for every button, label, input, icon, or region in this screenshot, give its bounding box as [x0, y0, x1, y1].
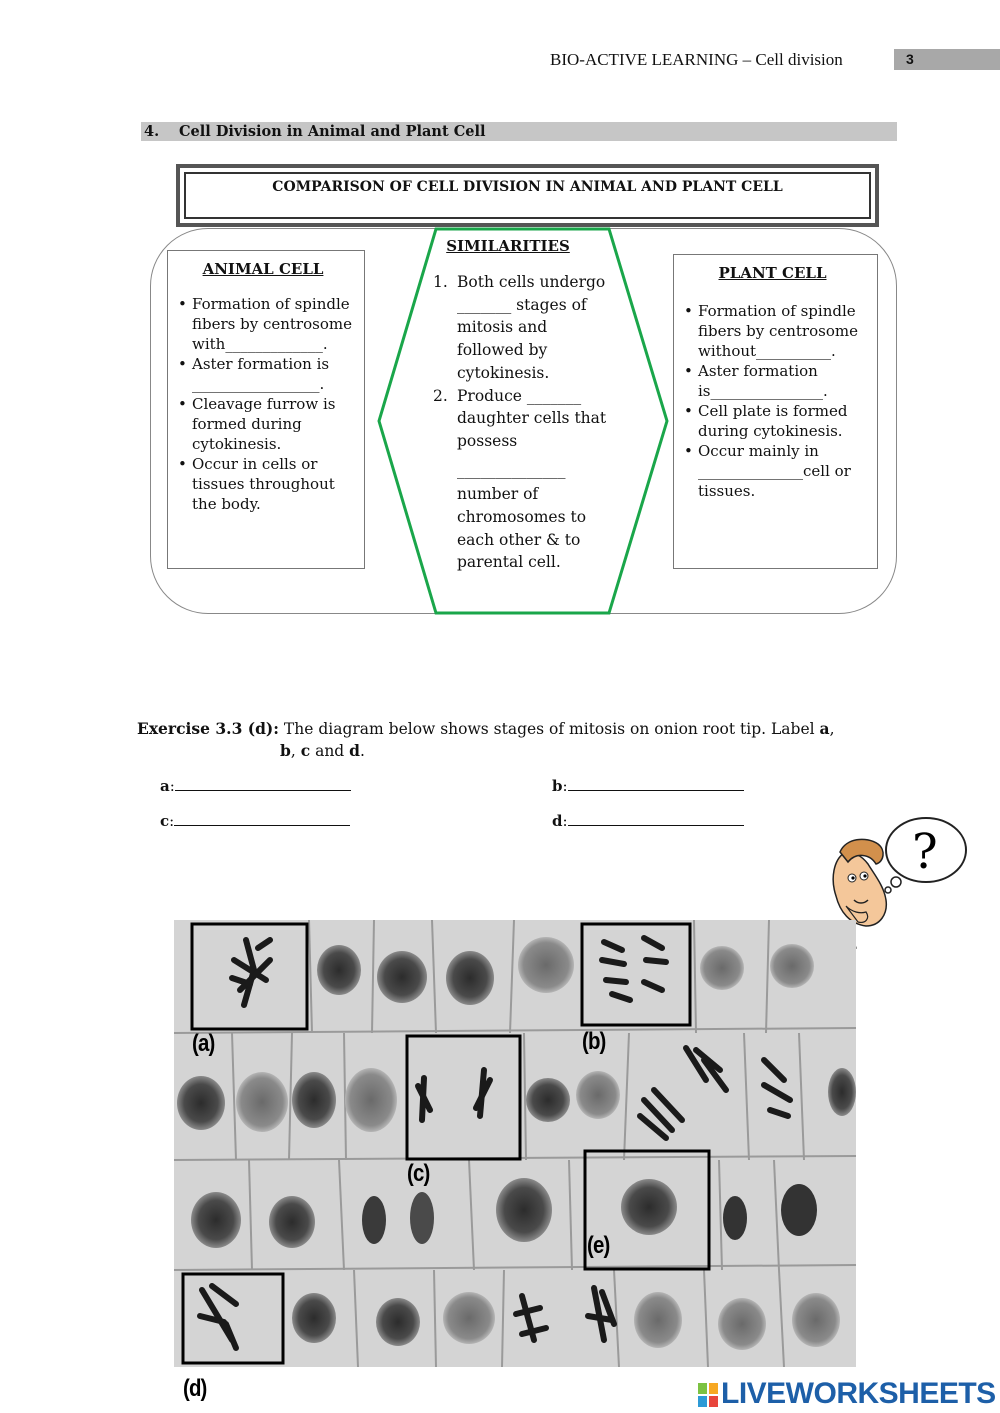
section-number: 4.	[144, 123, 160, 140]
animal-item: • Cleavage furrow is formed during cytokinesis.	[168, 394, 358, 454]
answer-colon: :	[169, 777, 175, 795]
photo-label-b: (b)	[582, 1028, 606, 1055]
answer-blank[interactable]	[175, 776, 351, 791]
exercise-instruction	[137, 718, 877, 762]
photo-label-d: (d)	[183, 1375, 207, 1402]
answer-c[interactable]	[160, 811, 350, 830]
answer-d[interactable]	[552, 811, 744, 830]
plant-cell-list	[674, 301, 871, 501]
plant-item: • Formation of spindle fibers by centrosome without__________.	[674, 301, 871, 361]
answer-label: a	[160, 777, 170, 795]
answer-colon: :	[562, 812, 568, 830]
mitosis-micrograph	[174, 920, 856, 1367]
liveworksheets-text: LIVEWORKSHEETS	[721, 1377, 996, 1410]
comparison-title-box	[176, 164, 879, 227]
thought-question-mark: ?	[912, 824, 938, 880]
exercise-text: The diagram below shows stages of mitosis on onion root tip. Label	[278, 720, 820, 738]
micrograph-drawing	[174, 920, 856, 1367]
similarity-item	[433, 271, 608, 385]
exercise-text: and	[310, 742, 350, 760]
animal-item: • Occur in cells or tissues throughout the body.	[168, 454, 358, 514]
answer-a[interactable]	[160, 776, 351, 795]
plant-item: • Occur mainly in ______________cell or tissues.	[674, 441, 871, 501]
answer-blank[interactable]	[174, 811, 350, 826]
answer-b[interactable]	[552, 776, 744, 795]
similarity-text: Both cells undergo _______ stages of mitosis and followed by cytokinesis.	[457, 273, 606, 382]
plant-cell-title: PLANT CELL	[718, 264, 827, 282]
photo-label-c: (c)	[407, 1160, 430, 1187]
exercise-letter: c	[300, 741, 311, 760]
exercise-punct: ,	[829, 720, 835, 738]
animal-item: • Formation of spindle fibers by centrosome with_____________.	[168, 294, 358, 354]
exercise-letter: d	[349, 741, 360, 760]
exercise-letter: a	[819, 719, 830, 738]
animal-item: • Aster formation is _________________.	[168, 354, 358, 394]
header-title: BIO-ACTIVE LEARNING – Cell division	[550, 50, 843, 69]
answer-label: c	[160, 812, 170, 830]
answer-label: b	[552, 777, 563, 795]
similarity-text: ______________	[457, 460, 566, 479]
answer-blank[interactable]	[568, 776, 744, 791]
animal-cell-box	[167, 250, 365, 569]
plant-item: • Cell plate is formed during cytokinesis.	[674, 401, 871, 441]
photo-label-e: (e)	[587, 1232, 610, 1259]
answer-label: d	[552, 812, 563, 830]
similarity-item	[433, 483, 608, 574]
exercise-label: Exercise 3.3 (d):	[137, 719, 279, 738]
answer-colon: :	[169, 812, 175, 830]
photo-label-a: (a)	[192, 1030, 215, 1057]
page-number: 3	[894, 49, 1000, 70]
similarity-item	[433, 385, 608, 453]
similarity-text: number of chromosomes to each other & to parental cell.	[457, 485, 587, 572]
animal-cell-title: ANIMAL CELL	[202, 260, 324, 278]
similarities-list	[433, 271, 608, 574]
section-heading	[141, 122, 897, 141]
liveworksheets-logo	[697, 1377, 996, 1411]
section-title: Cell Division in Animal and Plant Cell	[179, 123, 486, 140]
similarity-number: 2.	[433, 386, 448, 405]
exercise-letter: b	[280, 741, 291, 760]
liveworksheets-badge-icon	[697, 1382, 719, 1408]
exercise-punct: ,	[290, 742, 301, 760]
plant-cell-box	[673, 254, 878, 569]
answer-blank[interactable]	[568, 811, 744, 826]
comparison-title: COMPARISON OF CELL DIVISION IN ANIMAL AND PLANT CELL	[184, 172, 871, 219]
answer-colon: :	[562, 777, 568, 795]
animal-cell-list	[168, 294, 358, 514]
plant-item: • Aster formation is_______________.	[674, 361, 871, 401]
similarity-item	[433, 459, 608, 482]
similarities-title: SIMILARITIES	[446, 237, 570, 255]
similarity-number: 1.	[433, 273, 448, 291]
similarity-text: Produce _______ daughter cells that possess	[457, 386, 607, 450]
exercise-punct: .	[360, 742, 365, 760]
